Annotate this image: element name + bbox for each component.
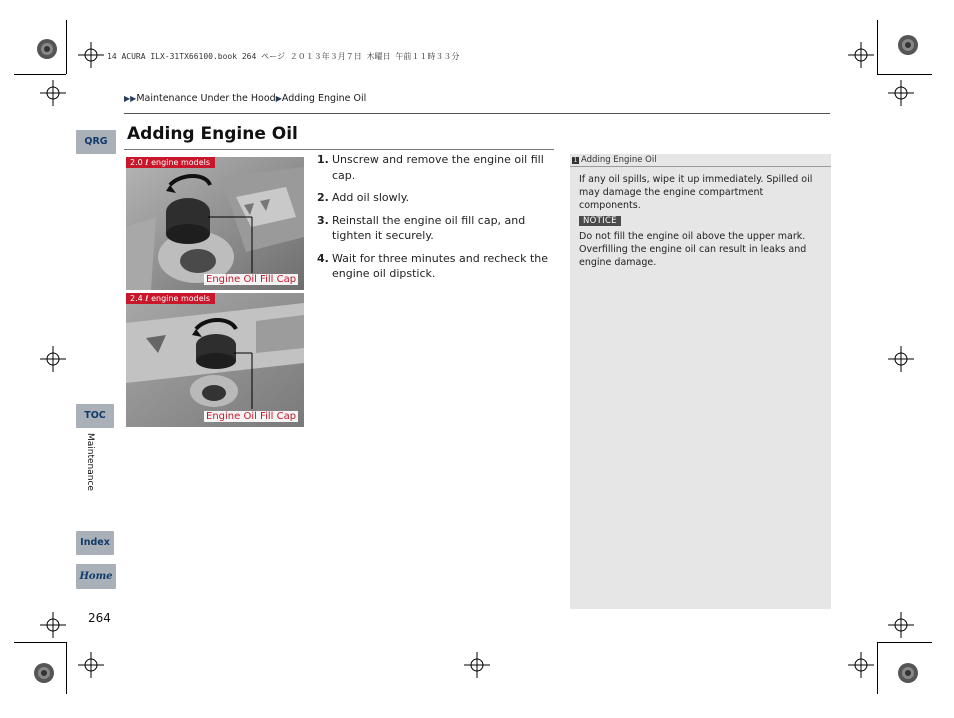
step-text: Reinstall the engine oil fill cap, and tighten it securely. — [332, 213, 526, 242]
qrg-label: QRG — [84, 136, 108, 147]
note-panel — [570, 154, 831, 609]
crosshair-mark-icon — [40, 80, 66, 106]
step-text: Unscrew and remove the engine oil fill cap. — [332, 153, 544, 182]
step-item — [317, 152, 557, 183]
step-text: Add oil slowly. — [332, 191, 410, 204]
breadcrumb-arrows: ▶▶ — [124, 94, 137, 103]
breadcrumb — [124, 93, 366, 104]
index-button[interactable] — [76, 531, 114, 555]
step-item — [317, 213, 557, 244]
step-text: Wait for three minutes and recheck the engine oil dipstick. — [332, 251, 549, 280]
toc-label: TOC — [84, 410, 106, 421]
registration-mark-icon — [897, 662, 919, 684]
callout-label: Engine Oil Fill Cap — [206, 274, 297, 285]
home-button[interactable] — [76, 564, 116, 589]
crosshair-mark-icon — [848, 42, 874, 68]
engine-photo-2-0 — [126, 157, 304, 290]
trim-line — [66, 642, 67, 694]
trim-line — [877, 642, 878, 694]
qrg-button[interactable] — [76, 130, 116, 154]
breadcrumb-link-section[interactable]: Maintenance Under the Hood — [136, 93, 276, 104]
callout-label: Engine Oil Fill Cap — [206, 411, 297, 422]
note-panel-title-text: Adding Engine Oil — [581, 155, 657, 165]
crosshair-mark-icon — [40, 612, 66, 638]
trim-line — [877, 74, 932, 75]
crosshair-mark-icon — [848, 652, 874, 678]
toc-button[interactable] — [76, 404, 114, 428]
crosshair-mark-icon — [888, 612, 914, 638]
step-number: 4. — [317, 251, 329, 265]
trim-line — [877, 20, 878, 74]
notice-text: Do not fill the engine oil above the upper mark. Overfilling the engine oil can result in leaks and engine damage. — [579, 231, 807, 268]
registration-mark-icon — [33, 662, 55, 684]
step-number: 2. — [317, 191, 329, 204]
step-item — [317, 190, 557, 206]
index-label: Index — [80, 537, 110, 548]
engine-illustration — [126, 157, 304, 290]
section-tab-label: Maintenance — [85, 433, 95, 491]
title-rule — [124, 149, 554, 150]
step-number: 3. — [317, 213, 329, 227]
reference-icon: 1 — [573, 157, 578, 164]
page-title: Adding Engine Oil — [127, 124, 298, 144]
note-panel-title — [570, 155, 831, 167]
engine-illustration — [126, 293, 304, 427]
crosshair-mark-icon — [888, 80, 914, 106]
trim-line — [14, 74, 66, 75]
registration-mark-icon — [897, 34, 919, 56]
trim-line — [14, 642, 66, 643]
header-rule — [124, 113, 830, 114]
engine-photo-2-4 — [126, 293, 304, 427]
instruction-steps — [317, 152, 557, 289]
trim-line — [877, 642, 932, 643]
print-header: 14 ACURA ILX-31TX66100.book 264 ページ ２０１３年３月７日 木曜日 午前１１時３３分 — [107, 52, 460, 61]
step-item — [317, 251, 557, 282]
model-tag: 2.4 ℓ engine models — [126, 293, 215, 304]
trim-line — [66, 20, 67, 74]
note-paragraph: If any oil spills, wipe it up immediately. Spilled oil may damage the engine compartment components. — [579, 174, 813, 211]
registration-mark-icon — [36, 38, 58, 60]
crosshair-mark-icon — [464, 652, 490, 678]
page-number: 264 — [88, 611, 111, 625]
notice-badge: NOTICE — [579, 216, 621, 226]
crosshair-mark-icon — [78, 42, 104, 68]
breadcrumb-separator: ▶ — [275, 94, 282, 103]
crosshair-mark-icon — [78, 652, 104, 678]
model-tag: 2.0 ℓ engine models — [126, 157, 215, 168]
breadcrumb-current: Adding Engine Oil — [281, 93, 367, 104]
home-label: Home — [79, 571, 113, 582]
crosshair-mark-icon — [40, 346, 66, 372]
crosshair-mark-icon — [888, 346, 914, 372]
step-number: 1. — [317, 153, 329, 166]
